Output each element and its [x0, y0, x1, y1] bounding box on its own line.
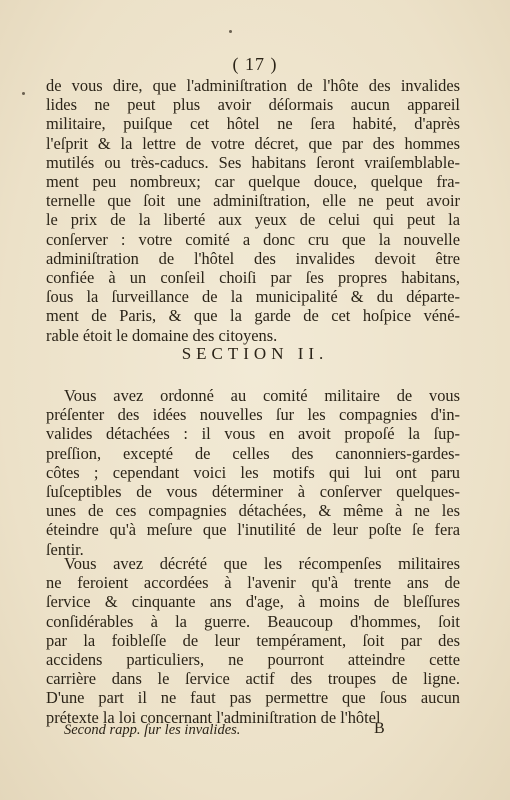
text-line: conſidérables à la guerre. Beaucoup d'hommes, ſoit	[46, 611, 460, 631]
text-line: le prix de la liberté aux yeux de celui qui peut la	[46, 210, 460, 230]
text-line: preſſion, excepté de celles des canonniers-gardes-	[46, 443, 460, 463]
section-heading: SECTION II.	[181, 344, 329, 363]
signature-mark: B	[374, 720, 385, 737]
text-line: Vous avez décrété que les récompenſes militaires	[64, 554, 460, 573]
text-line: confiée à un conſeil choiſi par ſes propres habitans,	[46, 268, 460, 288]
text-line: adminiſtration de l'hôtel des invalides devoit être	[46, 248, 460, 268]
ink-speck	[229, 30, 232, 33]
text-line: ne feroient accordées à l'avenir qu'à trente ans de	[46, 573, 460, 593]
text-line: ſentir.	[46, 539, 84, 559]
text-line: militaire, puiſque cet hôtel ne ſera habité, d'après	[46, 114, 460, 134]
text-line: côtes ; cependant voici les motifs qui lui ont paru	[46, 462, 460, 482]
text-line: par la foibleſſe de leur tempérament, ſoit par des	[46, 630, 460, 650]
text-line: ſuſceptibles de vous déterminer à conſerver quelques-	[46, 482, 460, 502]
text-line: prétexte la loi concernant l'adminiſtration de l'hôtel	[46, 707, 381, 727]
text-line: carrière dans le ſervice actif des troupes de ligne.	[46, 669, 460, 689]
text-line: D'une part il ne faut pas permettre que ſous aucun	[46, 688, 460, 708]
paragraph-3	[46, 554, 460, 727]
text-line: ſervice & cinquante ans d'age, à moins de bleſſures	[46, 592, 460, 612]
text-line: lides ne peut plus avoir déſormais aucun appareil	[46, 95, 460, 115]
ink-speck	[22, 92, 25, 95]
text-line: l'eſprit & la lettre de votre décret, que par des hommes	[46, 133, 460, 153]
text-line: de vous dire, que l'adminiſtration de l'hôte des invalides	[46, 76, 460, 95]
text-line: conſerver : votre comité a donc cru que la nouvelle	[46, 229, 460, 249]
text-line: Vous avez ordonné au comité militaire de vous	[64, 386, 460, 405]
text-line: ternelle que ſoit une adminiſtration, elle ne peut avoir	[46, 191, 460, 211]
text-line: unes de ces compagnies détachées, & même à ne les	[46, 501, 460, 521]
page-number: ( 17 )	[232, 54, 278, 74]
text-line: accidens particuliers, ne pourront atteindre cette	[46, 650, 460, 670]
text-line: mutilés ou très-caducs. Ses habitans ſeront vraiſemblable-	[46, 152, 460, 172]
text-line: préſenter des idées nouvelles ſur les compagnies d'in-	[46, 405, 460, 425]
text-line: valides détachées : il vous en avoit propoſé la ſup-	[46, 424, 460, 444]
text-line: ment de Paris, & que la garde de cet hoſpice véné-	[46, 306, 460, 326]
paragraph-2	[46, 386, 460, 559]
text-line: rable étoit le domaine des citoyens.	[46, 325, 278, 345]
paragraph-1	[46, 76, 460, 345]
text-line: éteindre qu'à meſure que l'inutilité de leur poſte ſe fera	[46, 520, 460, 540]
running-title: Second rapp. ſur les invalides.	[64, 722, 241, 738]
text-line: ſous la ſurveillance de la municipalité & du départe-	[46, 287, 460, 307]
text-line: ment peu nombreux; car quelque douce, quelque fra-	[46, 172, 460, 192]
